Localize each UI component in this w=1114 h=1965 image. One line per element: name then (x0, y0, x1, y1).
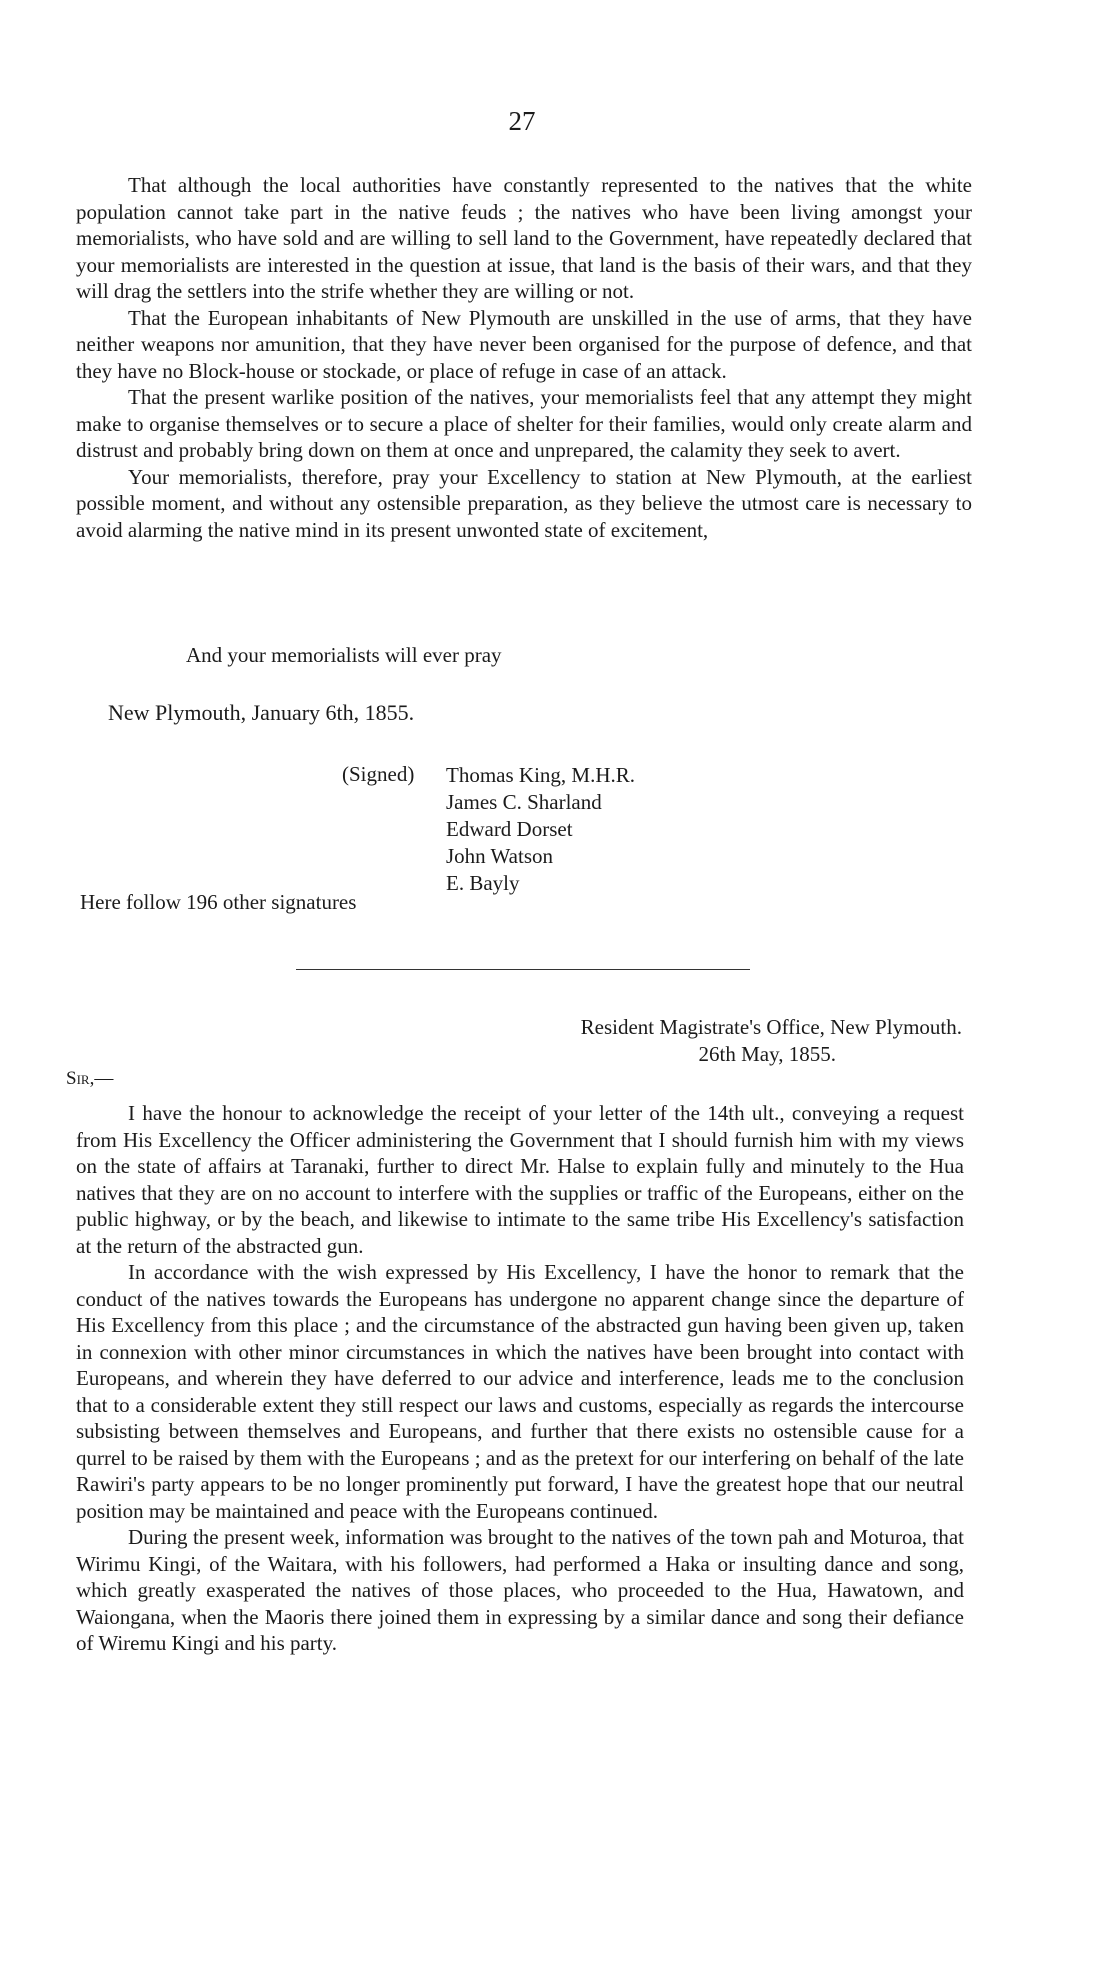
signatory-list (446, 762, 635, 897)
letter-paragraph: In accordance with the wish expressed by His Excellency, I have the honor to remark that the conduct of the natives towards the Europeans has undergone no apparent change since the departure of His Excellency from this place ; and the circumstance of the abstracted gun having been given up, taken in connexion with other minor circumstances in which the natives have been brought into contact with Europeans, and wherein they have deferred to our advice and interference, leads me to the conclusion that to a considerable extent they still respect our laws and customs, especially as regards the intercourse subsisting between themselves and Europeans, and further that there exists no ostensible cause for a qurrel to be raised by them with the Europeans ; and as the pretext for our interfering on behalf of the late Rawiri's party appears to be no longer prominently put forward, I have the greatest hope that our neutral position may be maintained and peace with the Europeans continued. (76, 1260, 964, 1523)
signatory: Edward Dorset (446, 817, 573, 841)
letter-paragraph: I have the honour to acknowledge the receipt of your letter of the 14th ult., conveying a request from His Excellency the Officer administering the Government that I should furnish him with my views on the state of affairs at Taranaki, further to direct Mr. Halse to explain fully and minutely to the Hua natives that they are on no account to interfere with the supplies or traffic of the Europeans, either on the public highway, or by the beach, and likewise to intimate to the same tribe His Excellency's satisfaction at the return of the abstracted gun. (76, 1101, 964, 1258)
memorial-paragraph: That although the local authorities have constantly represented to the natives that the white population cannot take part in the native feuds ; the natives who have been living amongst your memorialists, who have sold and are willing to sell land to the Government, have repeatedly declared that your memorialists are interested in the question at issue, that land is the basis of their wars, and that they will drag the settlers into the strife whether they are willing or not. (76, 173, 972, 303)
memorial-paragraph: Your memorialists, therefore, pray your Excellency to station at New Plymouth, at the earliest possible moment, and without any ostensible preparation, as they believe the utmost care is necessary to avoid alarming the native mind in its present unwonted state of excitement, (76, 464, 972, 542)
signatory: Thomas King, M.H.R. (446, 763, 635, 787)
signatory: James C. Sharland (446, 790, 602, 814)
letter-paragraph: During the present week, information was brought to the natives of the town pah and Moturoa, that Wirimu Kingi, of the Waitara, with his followers, had performed a Haka or insulting dance and song, which greatly exasperated the natives of those places, who proceeded to the Hua, Hawatown, and Waiongana, when the Maoris there joined them in expressing by a similar dance and song their defiance of Wiremu Kingi and his party. (76, 1525, 964, 1655)
memorial-closing: And your memorialists will ever pray (186, 643, 502, 667)
page-number: 27 (508, 106, 536, 136)
memorial-dateline: New Plymouth, January 6th, 1855. (108, 700, 415, 725)
other-signatures-note: Here follow 196 other signatures (80, 890, 357, 914)
memorial-paragraph: That the European inhabitants of New Plymouth are unskilled in the use of arms, that they have neither weapons nor amunition, that they have never been organised for the purpose of defence, and that they have no Block-house or stockade, or place of refuge in case of an attack. (76, 305, 972, 383)
letter-body (76, 1100, 964, 1657)
letter-salutation: Sir,— (66, 1068, 114, 1089)
signatory: John Watson (446, 844, 554, 868)
memorial-paragraph: That the present warlike position of the natives, your memorialists feel that any attempt they might make to organise themselves or to secure a place of shelter for their families, would only create alarm and distrust and probably bring down on them at once and unprepared, the calamity they seek to avert. (76, 385, 972, 462)
signatory: E. Bayly (446, 871, 520, 895)
section-divider (296, 969, 750, 970)
letter-date: 26th May, 1855. (698, 1042, 836, 1066)
memorial-body (76, 172, 972, 543)
signed-label: (Signed) (342, 762, 415, 786)
letter-office: Resident Magistrate's Office, New Plymouth. (580, 1015, 962, 1039)
